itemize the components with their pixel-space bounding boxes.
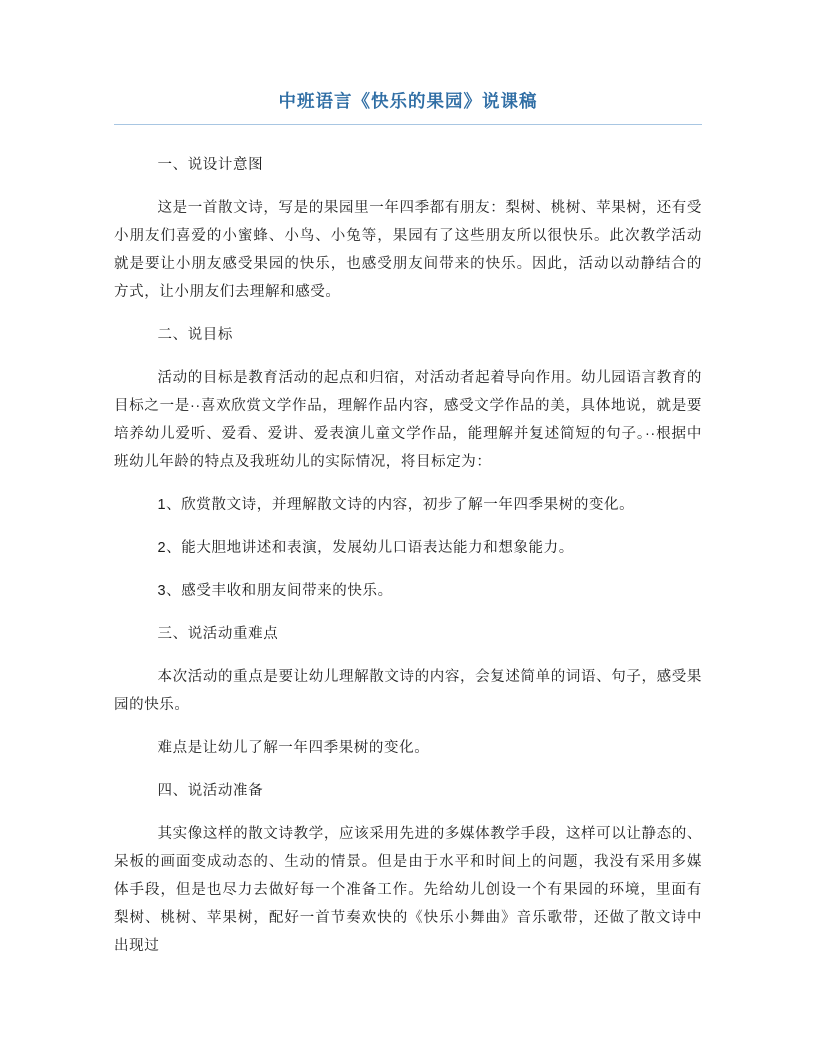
section-heading: 三、说活动重难点 bbox=[157, 626, 279, 642]
document-title: 中班语言《快乐的果园》说课稿 bbox=[278, 91, 538, 111]
body-paragraph: 难点是让幼儿了解一年四季果树的变化。 bbox=[157, 740, 430, 756]
body-paragraph: 活动的目标是教育活动的起点和归宿，对活动者起着导向作用。幼儿园语言教育的目标之一是··喜欢欣赏文学作品，理解作品内容，感受文学作品的美，具体地说，就是要培养幼儿爱听、爱看、爱讲、爱表演儿童文学作品，能理解并复述简短的句子。··根据中班幼儿年龄的特点及我班幼儿的实际情况，将目标定为： bbox=[114, 370, 702, 470]
title-divider bbox=[114, 124, 702, 125]
body-paragraph: 这是一首散文诗，写是的果园里一年四季都有朋友：梨树、桃树、苹果树，还有受小朋友们喜爱的小蜜蜂、小鸟、小兔等，果园有了这些朋友所以很快乐。此次教学活动就是要让小朋友感受果园的快乐，也感受朋友间带来的快乐。因此，活动以动静结合的方式，让小朋友们去理解和感受。 bbox=[114, 200, 702, 300]
list-item: 3、感受丰收和朋友间带来的快乐。 bbox=[157, 583, 393, 599]
body-paragraph: 其实像这样的散文诗教学，应该采用先进的多媒体教学手段，这样可以让静态的、呆板的画面变成动态的、生动的情景。但是由于水平和时间上的问题，我没有采用多媒体手段，但是也尽力去做好每一个准备工作。先给幼儿创设一个有果园的环境，里面有梨树、桃树、苹果树，配好一首节奏欢快的《快乐小舞曲》音乐歌带，还做了散文诗中出现过 bbox=[114, 826, 702, 954]
list-item: 2、能大胆地讲述和表演，发展幼儿口语表达能力和想象能力。 bbox=[157, 540, 574, 556]
section-heading: 一、说设计意图 bbox=[157, 157, 264, 173]
list-item: 1、欣赏散文诗，并理解散文诗的内容，初步了解一年四季果树的变化。 bbox=[157, 497, 635, 513]
section-heading: 四、说活动准备 bbox=[157, 783, 264, 799]
document-body bbox=[114, 151, 702, 960]
body-paragraph: 本次活动的重点是要让幼儿理解散文诗的内容，会复述简单的词语、句子，感受果园的快乐。 bbox=[114, 669, 702, 713]
section-heading: 二、说目标 bbox=[157, 327, 233, 343]
